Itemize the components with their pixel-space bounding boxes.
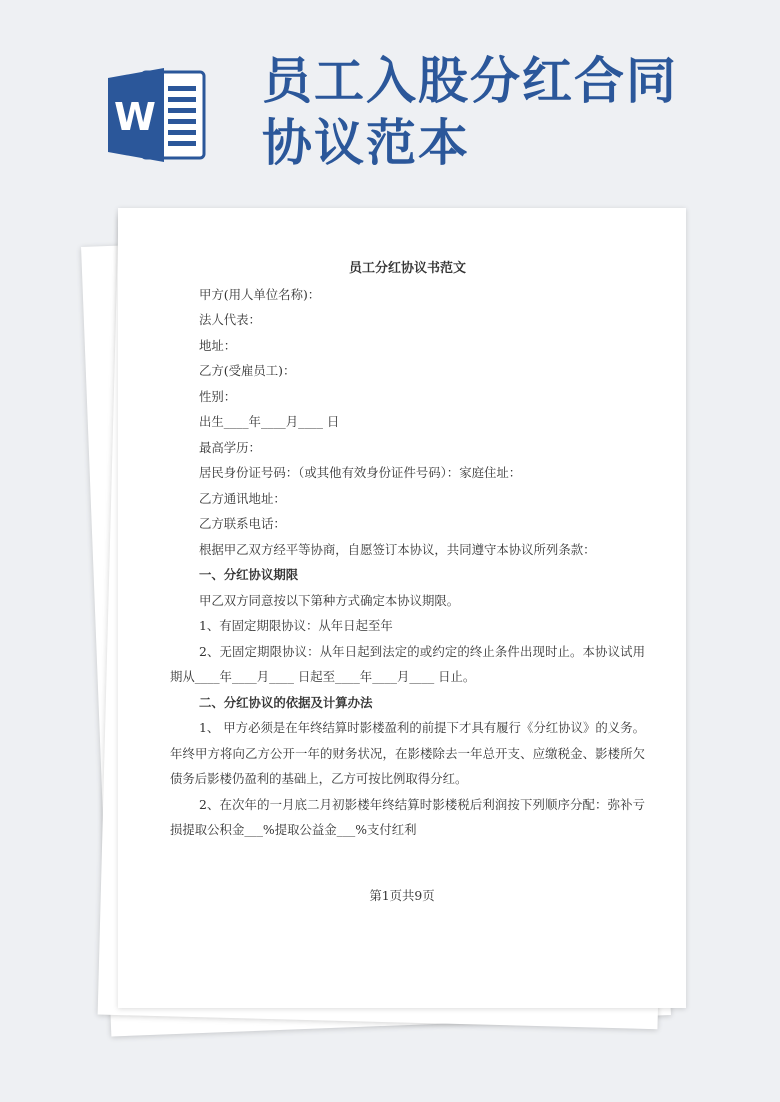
document-title: 员工分红协议书范文 bbox=[348, 261, 466, 276]
field-address: 地址： bbox=[199, 337, 237, 353]
title-line-2: 协议范本 bbox=[262, 114, 470, 172]
title-line-1: 员工入股分红合同 bbox=[262, 52, 678, 110]
svg-text:W: W bbox=[114, 95, 156, 139]
document-body bbox=[170, 256, 645, 843]
section-1-heading: 一、分红协议期限 bbox=[199, 567, 299, 582]
page-title bbox=[262, 50, 678, 174]
document-page bbox=[118, 208, 686, 1008]
intro-paragraph: 根据甲乙双方经平等协商，自愿签订本协议，共同遵守本协议所列条款： bbox=[199, 541, 596, 557]
field-mail-address: 乙方通讯地址： bbox=[199, 490, 286, 506]
field-gender: 性别： bbox=[199, 388, 237, 404]
section-2-item-2: 2、在次年的一月底二月初影楼年终结算时影楼税后利润按下列顺序分配：弥补亏损提取公积金___%提取公益金___%支付红利 bbox=[170, 796, 645, 837]
field-education: 最高学历： bbox=[199, 439, 261, 455]
field-phone: 乙方联系电话： bbox=[199, 516, 286, 531]
field-legal-rep: 法人代表： bbox=[199, 312, 261, 327]
field-id-number: 居民身份证号码：（或其他有效身份证件号码）：家庭住址： bbox=[199, 465, 522, 480]
word-icon bbox=[108, 66, 208, 164]
section-1-item-1: 1、有固定期限协议：从年日起至年 bbox=[199, 618, 393, 633]
section-1-paragraph: 甲乙双方同意按以下第种方式确定本协议期限。 bbox=[199, 592, 460, 608]
section-2-heading: 二、分红协议的依据及计算办法 bbox=[199, 694, 373, 710]
section-1-item-2: 2、无固定期限协议：从年日起到法定的或约定的终止条件出现时止。本协议试用期从____年____月____ 日起至____年____月____ 日止。 bbox=[170, 643, 645, 684]
page-footer: 第1页共9页 bbox=[369, 888, 435, 903]
field-party-b: 乙方(受雇员工)： bbox=[199, 363, 296, 378]
field-party-a: 甲方(用人单位名称)： bbox=[199, 286, 321, 302]
field-birth: 出生____年____月____ 日 bbox=[199, 414, 340, 429]
section-2-item-1: 1、 甲方必须是在年终结算时影楼盈利的前提下才具有履行《分红协议》的义务。年终甲方将向乙方公开一年的财务状况，在影楼除去一年总开支、应缴税金、影楼所欠债务后影楼仍盈利的基础上，乙方可按比例取得分红。 bbox=[170, 720, 645, 786]
